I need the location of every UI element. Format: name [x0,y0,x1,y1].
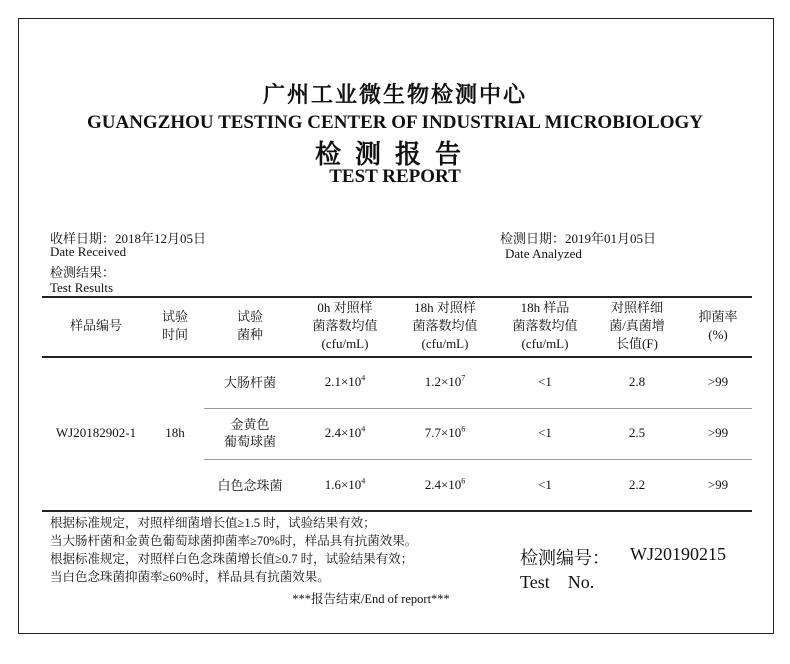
header-strain [210,308,290,344]
date-analyzed-en: Date Analyzed [505,246,582,261]
footer-note-line: 当白色念珠菌抑菌率≥60%时，样品具有抗菌效果。 [50,570,330,584]
growth-value-cell: 2.2 [628,477,646,492]
inhibition-rate-cell: >99 [707,477,729,492]
header-line: 试验 [236,309,263,324]
control-0h-cell [295,425,395,441]
org-name-cn: 广州工业微生物检测中心 [262,82,527,107]
org-name-en: GUANGZHOU TESTING CENTER OF INDUSTRIAL MICROBIOLOGY [86,112,704,133]
header-line: (cfu/mL) [421,336,469,351]
header-line: 抑菌率 [698,309,738,324]
header-control-0h [295,299,395,353]
header-sample-18h [495,299,595,353]
header-line: 菌落数均值 [412,318,478,333]
date-received-cn: 收样日期：2018年12月05日 [50,231,207,246]
test-time-cell: 18h [165,425,185,440]
header-line: 18h 对照样 [414,300,476,315]
header-line: (cfu/mL) [521,336,569,351]
test-results-cn: 检测结果： [50,265,116,280]
table-header-rule [42,356,752,358]
test-results-en: Test Results [50,280,114,295]
strain-line: 葡萄球菌 [223,434,276,449]
value-exponent: 6 [461,424,466,434]
value-exponent: 4 [361,424,366,434]
growth-value-cell: 2.8 [628,374,646,389]
value-exponent: 4 [361,373,366,383]
strain-cell [210,477,290,494]
table-top-rule [42,296,752,298]
header-line: (%) [708,327,728,342]
report-title-cn: 检测报告 [314,140,475,169]
footer-note-line: 根据标准规定，对照样白色念珠菌增长值≥0.7 时，试验结果有效； [50,552,414,566]
test-number-label-en: Test No. [520,572,595,592]
sample-18h-cell: <1 [538,477,552,492]
control-0h-cell [295,374,395,390]
inhibition-rate-cell: >99 [707,425,729,440]
strain-line: 金黄色 [230,417,270,432]
header-line: 菌/真菌增 [609,318,665,333]
header-sample-id [46,317,146,335]
header-growth-value [595,299,679,353]
table-bottom-rule [42,510,752,512]
header-test-time [145,308,205,344]
test-number-label-cn: 检测编号： [520,548,610,568]
header-control-18h [395,299,495,353]
header-line: 菌落数均值 [312,318,378,333]
value-base: 2.1×10 [324,374,362,389]
value-exponent: 7 [461,373,466,383]
value-exponent: 6 [461,476,466,486]
value-exponent: 4 [361,476,366,486]
value-base: 2.4×10 [424,477,462,492]
strain-cell [210,416,290,450]
growth-value-cell: 2.5 [628,425,646,440]
control-18h-cell [395,374,495,390]
value-base: 7.7×10 [424,425,462,440]
sample-18h-cell: <1 [538,425,552,440]
footer-note-line: 当大肠杆菌和金黄色葡萄球菌抑菌率≥70%时，样品具有抗菌效果。 [50,534,418,548]
value-base: 1.2×10 [424,374,462,389]
sample-id-cell: WJ20182902-1 [55,425,137,440]
header-line: 长值(F) [616,336,658,351]
header-line: 0h 对照样 [317,300,373,315]
header-line: 菌种 [236,327,263,342]
strain-line: 大肠杆菌 [223,374,276,390]
control-0h-cell [295,477,395,493]
control-18h-cell [395,477,495,493]
header-inhibition-rate [683,308,753,344]
strain-cell [210,374,290,391]
header-line: 时间 [161,327,188,342]
footer-note-line: 根据标准规定，对照样细菌增长值≥1.5 时，试验结果有效； [50,516,376,530]
test-number-value: WJ20190215 [630,544,726,564]
end-of-report: ***报告结束/End of report*** [292,592,450,606]
report-title-en: TEST REPORT [329,166,461,187]
control-18h-cell [395,425,495,441]
sample-18h-cell: <1 [538,374,552,389]
date-received-en: Date Received [50,244,127,259]
inhibition-rate-cell: >99 [707,374,729,389]
header-line: 样品编号 [69,318,122,333]
row-divider [204,459,752,460]
row-divider [204,408,752,409]
header-line: 对照样细 [610,300,663,315]
value-base: 1.6×10 [324,477,362,492]
date-analyzed-cn: 检测日期：2019年01月05日 [500,231,657,246]
header-line: 18h 样品 [520,300,570,315]
header-line: (cfu/mL) [321,336,369,351]
header-line: 菌落数均值 [512,318,578,333]
value-base: 2.4×10 [324,425,362,440]
header-line: 试验 [161,309,188,324]
strain-line: 白色念珠菌 [217,477,283,493]
